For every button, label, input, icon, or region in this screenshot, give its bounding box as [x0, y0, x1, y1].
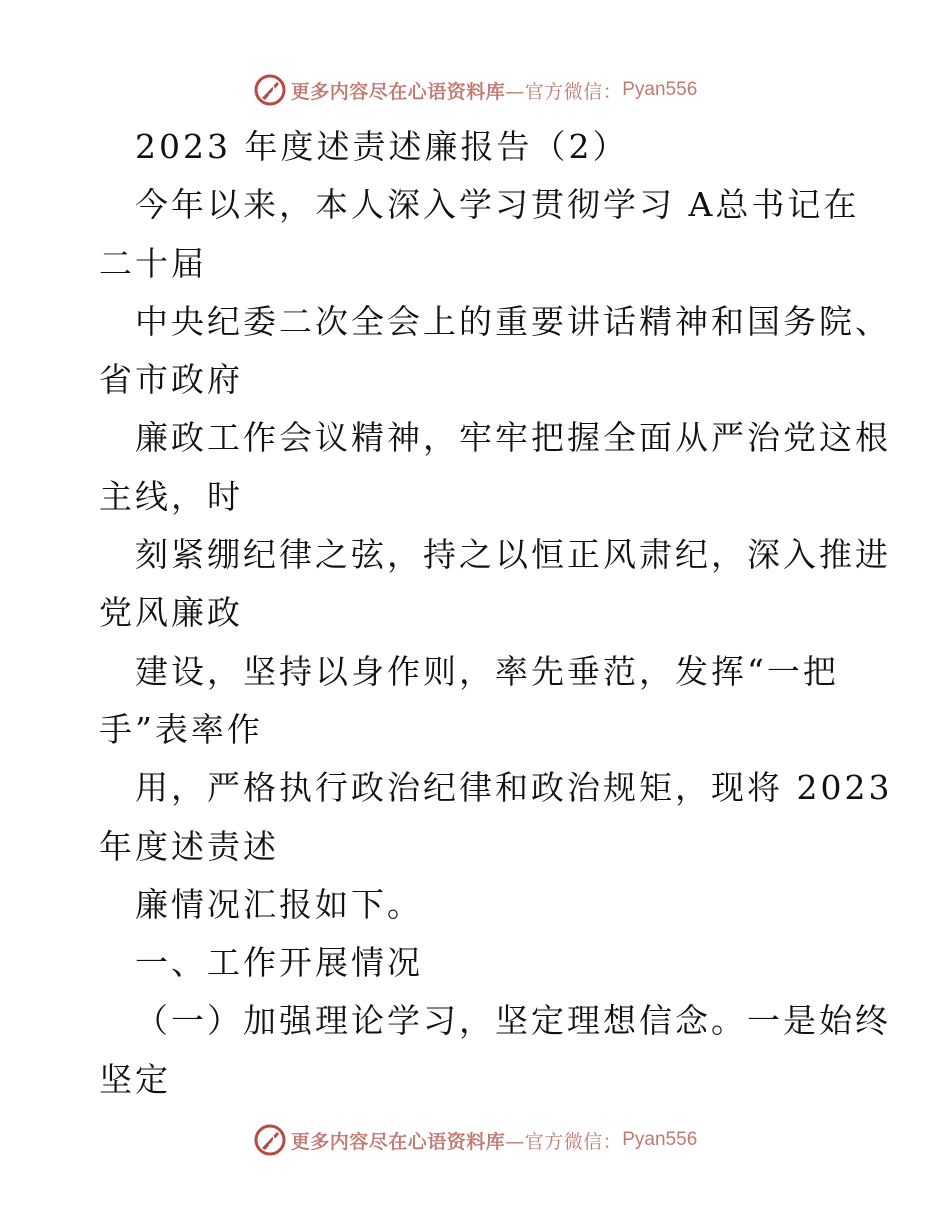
document-line: 2023 年度述责述廉报告（2） [135, 127, 629, 166]
watermark-brand-text: 更多内容尽在心语资料库 [290, 80, 506, 103]
document-line: 刻紧绷纪律之弦，持之以恒正风肃纪，深入推进 [135, 535, 891, 575]
document-line: 中央纪委二次全会上的重要讲话精神和国务院、 [135, 301, 891, 341]
footer-watermark [0, 1120, 950, 1160]
quill-logo-icon [253, 73, 287, 107]
document-line: 今年以来，本人深入学习贯彻学习 A总书记在 [135, 185, 860, 225]
document-line: 一、工作开展情况 [135, 943, 423, 983]
document-line: 廉政工作会议精神，牢牢把握全面从严治党这根 [135, 418, 891, 458]
watermark-sub-text: —官方微信： [505, 1130, 623, 1153]
watermark-wechat-id: Pyan556 [622, 1129, 698, 1150]
document-line: 用，严格执行政治纪律和政治规矩，现将 2023 [135, 768, 893, 808]
watermark-sub-text: —官方微信： [505, 80, 623, 103]
document-line: 省市政府 [99, 360, 243, 400]
document-body [99, 118, 893, 1109]
document-line: 党风廉政 [99, 593, 243, 633]
document-line: 建设，坚持以身作则，率先垂范，发挥“一把 [135, 651, 839, 691]
watermark-brand-text: 更多内容尽在心语资料库 [290, 1130, 506, 1153]
document-line: 坚定 [99, 1059, 171, 1099]
document-line: 主线，时 [99, 476, 243, 516]
document-line: 年度述责述 [99, 826, 279, 866]
header-watermark [0, 70, 950, 110]
document-line: 手”表率作 [99, 709, 263, 749]
watermark-wechat-id: Pyan556 [622, 79, 698, 100]
document-line: 廉情况汇报如下。 [135, 884, 423, 924]
document-line: （一）加强理论学习，坚定理想信念。一是始终 [135, 1001, 891, 1041]
quill-logo-icon [253, 1123, 287, 1157]
document-line: 二十届 [99, 243, 207, 283]
